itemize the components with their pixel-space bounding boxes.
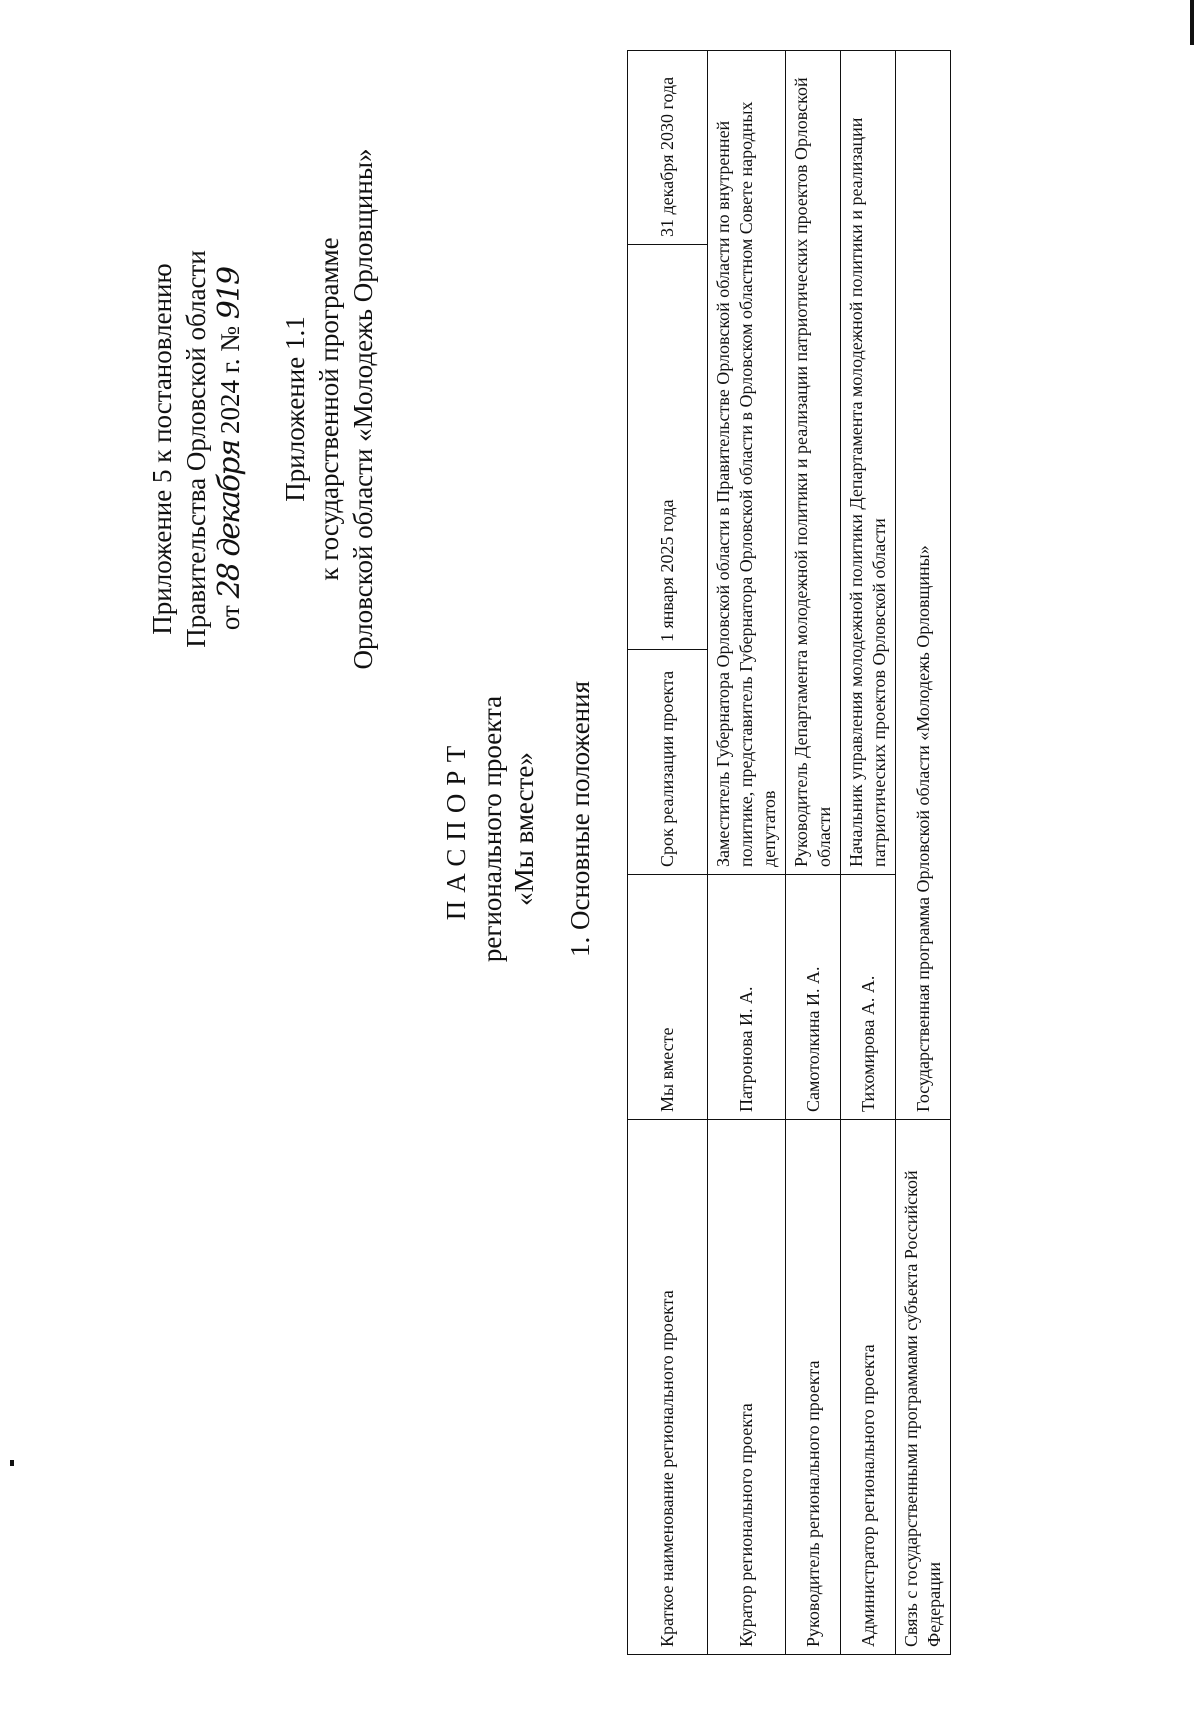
cell-admin-position: Начальник управления молодежной политики Департамента молодежной политики и реализации патриотических проектов Орловской области	[841, 51, 896, 875]
appendix-from-label: от	[215, 605, 245, 631]
handwritten-number: 919	[212, 267, 247, 320]
cell-programs-label: Связь с государственными программами субъекта Российской Федерации	[896, 1120, 951, 1655]
project-info-table	[627, 50, 951, 1655]
section-title: 1. Основные положения	[565, 681, 595, 957]
appendix-year-number-label: 2024 г. №	[215, 325, 245, 434]
table-row	[708, 51, 786, 1655]
cell-curator-label: Куратор регионального проекта	[708, 1120, 786, 1655]
appendix-program-line1: Приложение 1.1	[280, 316, 310, 502]
cell-term-end: 31 декабря 2030 года	[628, 51, 708, 245]
cell-head-position: Руководитель Департамента молодежной политики и реализации патриотических проектов Орловской области	[786, 51, 841, 875]
cell-term-start: 1 января 2025 года	[628, 245, 708, 650]
cell-term-label: Срок реализации проекта	[628, 650, 708, 875]
scan-edge-mark	[1190, 0, 1194, 45]
cell-short-name-label: Краткое наименование регионального проекта	[628, 1120, 708, 1655]
table-row	[896, 51, 951, 1655]
cell-curator-position: Заместитель Губернатора Орловской области в Правительстве Орловской области по внутренней политике, представитель Губернатора Орловской области в Орловском областном Совете народных депутатов	[708, 51, 786, 875]
appendix-program-block	[278, 109, 380, 709]
cell-head-label: Руководитель регионального проекта	[786, 1120, 841, 1655]
passport-title: ПАСПОРТ	[441, 737, 471, 921]
appendix-program-line3: Орловской области «Молодежь Орловщины»	[348, 148, 378, 670]
table-row	[628, 51, 708, 1655]
passport-project-name: «Мы вместе»	[509, 752, 539, 906]
appendix-program-line2: к государственной программе	[314, 237, 344, 581]
cell-head-person: Самотолкина И. А.	[786, 875, 841, 1120]
scan-edge-mark	[10, 1460, 14, 1466]
passport-heading	[440, 639, 540, 1019]
table-row	[786, 51, 841, 1655]
appendix-decree-block	[145, 189, 247, 709]
cell-admin-label: Администратор регионального проекта	[841, 1120, 896, 1655]
appendix-decree-date-line	[213, 189, 247, 709]
cell-short-name-value: Мы вместе	[628, 875, 708, 1120]
cell-programs-value: Государственная программа Орловской области «Молодежь Орловщины»	[896, 51, 951, 1120]
cell-admin-person: Тихомирова А. А.	[841, 875, 896, 1120]
cell-curator-person: Патронова И. А.	[708, 875, 786, 1120]
appendix-decree-line2: Правительства Орловской области	[181, 250, 211, 648]
handwritten-date: 28 декабря	[212, 440, 247, 599]
table-row	[841, 51, 896, 1655]
appendix-decree-line1: Приложение 5 к постановлению	[147, 263, 177, 635]
passport-subtitle: регионального проекта	[477, 695, 507, 963]
